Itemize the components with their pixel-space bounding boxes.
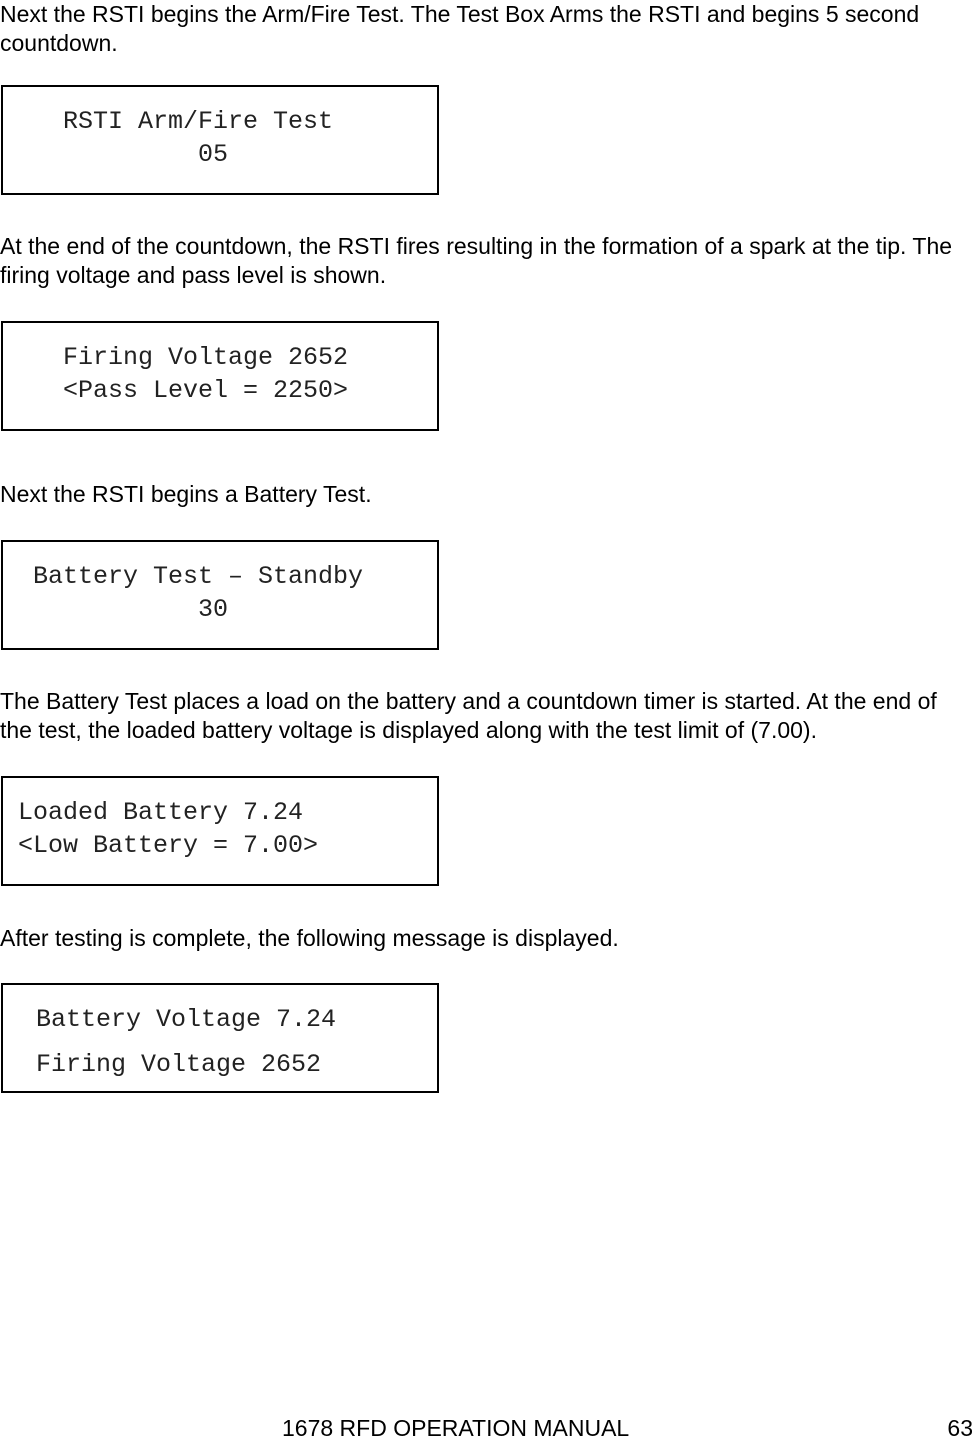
paragraph-testing-complete: After testing is complete, the following message is displayed.: [0, 925, 619, 951]
lcd-line-2: 05: [198, 140, 229, 169]
lcd-display-firing-voltage: [1, 321, 439, 431]
lcd-line-1: Battery Voltage 7.24: [36, 1005, 337, 1034]
lcd-line-1: Loaded Battery 7.24: [18, 798, 304, 827]
paragraph-arm-fire-intro: Next the RSTI begins the Arm/Fire Test. The Test Box Arms the RSTI and begins 5 second countdown.: [0, 1, 920, 56]
lcd-line-1: Battery Test – Standby: [33, 562, 364, 591]
lcd-line-2: Firing Voltage 2652: [36, 1050, 322, 1079]
paragraph-countdown-end: At the end of the countdown, the RSTI fires resulting in the formation of a spark at the tip. The firing voltage and pass level is shown.: [0, 233, 953, 288]
lcd-line-2: <Pass Level = 2250>: [63, 376, 349, 405]
lcd-display-arm-fire-test: [1, 85, 439, 195]
lcd-line-1: RSTI Arm/Fire Test: [63, 107, 334, 136]
lcd-display-final-summary: [1, 983, 439, 1093]
paragraph-battery-test-intro: Next the RSTI begins a Battery Test.: [0, 481, 372, 507]
lcd-line-1: Firing Voltage 2652: [63, 343, 349, 372]
footer-manual-title: 1678 RFD OPERATION MANUAL: [282, 1415, 630, 1441]
paragraph-battery-load: The Battery Test places a load on the battery and a countdown timer is started. At the end of the test, the loaded battery voltage is displayed along with the test limit of (7.00).: [0, 688, 937, 743]
lcd-display-loaded-battery: [1, 776, 439, 886]
footer-page-number: 63: [947, 1415, 973, 1441]
lcd-display-battery-standby: [1, 540, 439, 650]
lcd-line-2: <Low Battery = 7.00>: [18, 831, 319, 860]
lcd-line-2: 30: [198, 595, 229, 624]
